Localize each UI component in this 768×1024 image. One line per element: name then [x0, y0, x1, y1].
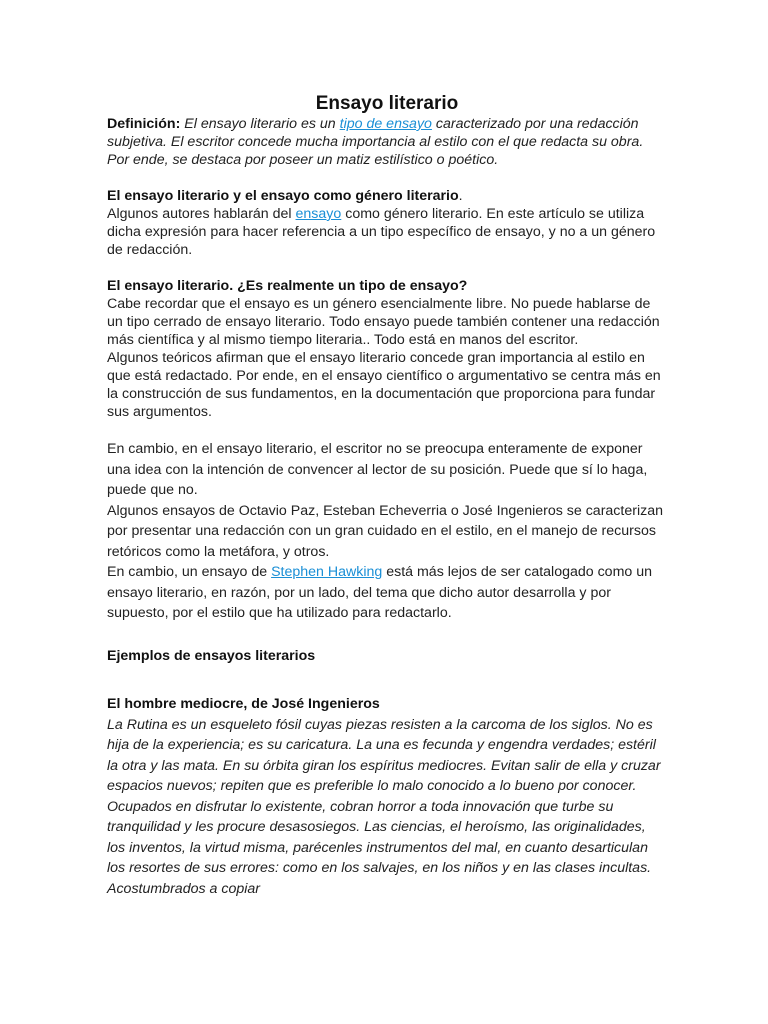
definition-label: Definición: [107, 116, 181, 132]
definition-paragraph [107, 115, 667, 169]
section3-paragraph-3 [107, 562, 667, 624]
section1-heading-line [107, 187, 667, 205]
definition-text-start: El ensayo literario es un [184, 116, 336, 132]
section2-heading: El ensayo literario. ¿Es realmente un tipo de ensayo? [107, 278, 468, 294]
example1-heading-line [107, 694, 667, 715]
example1-heading: El hombre mediocre, de José Ingenieros [107, 696, 380, 712]
examples-heading: Ejemplos de ensayos literarios [107, 647, 316, 664]
section3-paragraph-2: Algunos ensayos de Octavio Paz, Esteban Echeverria o José Ingenieros se caracterizan por presentar una redacción con un gran cuidado en el estilo, en el manejo de recursos retóricos como la metáfora, y otros. [107, 502, 663, 560]
section1-text-start: Algunos autores hablarán del [107, 206, 292, 222]
definition-text-end: caracterizado por una redacción subjetiva. El escritor concede mucha importancia al estilo con el que redacta su obra. Por ende, se destaca por poseer un matiz estilístico o poético. [107, 116, 644, 168]
document-content [107, 93, 667, 899]
section2-heading-line [107, 277, 667, 295]
link-tipo-de-ensayo[interactable]: tipo de ensayo [339, 116, 432, 132]
section3-text-start: En cambio, un ensayo de [107, 564, 268, 580]
section2-paragraph-1: Cabe recordar que el ensayo es un género esencialmente libre. No puede hablarse de un tipo cerrado de ensayo literario. Todo ensayo puede también contener una redacción más científica y al mismo tiempo literaria.. Todo está en manos del escritor. [107, 296, 660, 348]
section1-heading-period: . [458, 188, 463, 204]
section1-paragraph [107, 205, 667, 259]
link-ensayo[interactable]: ensayo [295, 206, 342, 222]
page-title: Ensayo literario [315, 93, 459, 114]
section3-text-end: está más lejos de ser catalogado como un ensayo literario, en razón, por un lado, del tema que dicho autor desarrolla y por supuesto, por el estilo que ha utilizado para redactarlo. [107, 564, 653, 621]
section1-text-end: como género literario. En este artículo se utiliza dicha expresión para hacer referencia a un tipo específico de ensayo, y no a un género de redacción. [107, 206, 656, 258]
link-stephen-hawking[interactable]: Stephen Hawking [271, 564, 383, 580]
section3-paragraph-1: En cambio, en el ensayo literario, el escritor no se preocupa enteramente de exponer una idea con la intención de convencer al lector de su posición. Puede que sí lo haga, puede que no. [107, 441, 648, 498]
section2-paragraph-2: Algunos teóricos afirman que el ensayo literario concede gran importancia al estilo en que está redactado. Por ende, en el ensayo científico o argumentativo se centra más en la construcción de sus fundamentos, en la documentación que proporciona para fundar sus argumentos. [107, 350, 661, 420]
examples-heading-line [107, 646, 667, 667]
example1-text: La Rutina es un esqueleto fósil cuyas piezas resisten a la carcoma de los siglos. No es hija de la experiencia; es su caricatura. La una es fecunda y engendra verdades; estéril la otra y las mata. En su órbita giran los espíritus mediocres. Evitan salir de ella y cruzar espacios nuevos; repiten que es preferible lo malo conocido a lo bueno por conocer. Ocupados en disfrutar lo existente, cobran horror a toda innovación que turbe su tranquilidad y les procure desasosiegos. Las ciencias, el heroísmo, las originalidades, los inventos, la virtud misma, parécenles instrumentos del mal, en cuanto desarticulan los resortes de sus errores: como en los salvajes, en los niños y en las clases incultas. Acostumbrados a copiar [107, 716, 661, 897]
section1-heading: El ensayo literario y el ensayo como género literario [107, 188, 459, 204]
